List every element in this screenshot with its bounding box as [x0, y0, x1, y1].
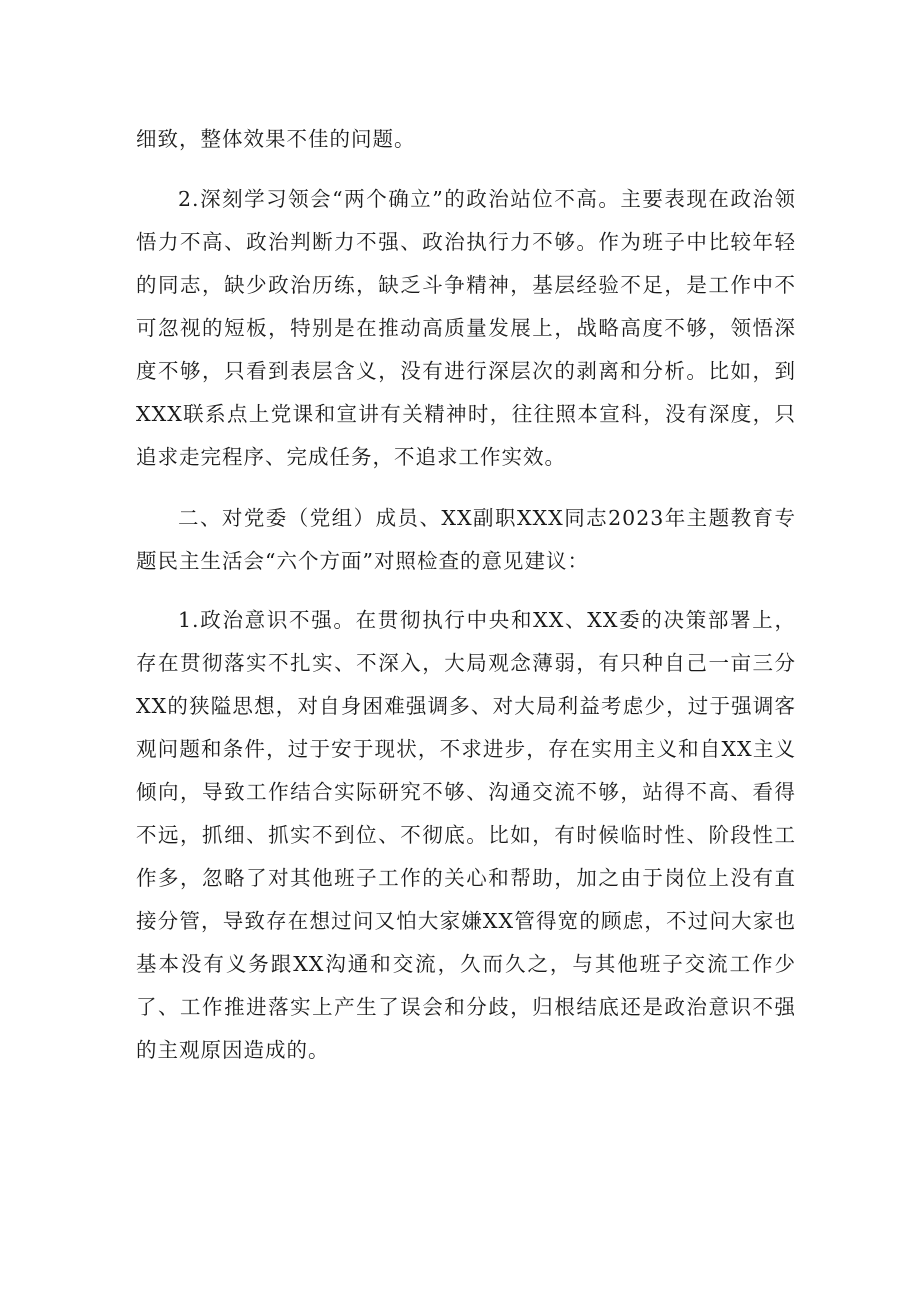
document-body — [136, 118, 796, 1072]
paragraph-item-2: 2.深刻学习领会“两个确立”的政治站位不高。主要表现在政治领悟力不高、政治判断力不强、政治执行力不够。作为班子中比较年轻的同志，缺少政治历练，缺乏斗争精神，基层经验不足，是工作中不可忽视的短板，特别是在推动高质量发展上，战略高度不够，领悟深度不够，只看到表层含义，没有进行深层次的剥离和分析。比如，到XXX联系点上党课和宣讲有关精神时，往往照本宣科，没有深度，只追求走完程序、完成任务，不追求工作实效。 — [136, 187, 796, 469]
section-heading-2: 二、对党委（党组）成员、XX副职XXX同志2023年主题教育专题民主生活会“六个方面”对照检查的意见建议： — [136, 506, 796, 573]
paragraph-continuation: 细致，整体效果不佳的问题。 — [136, 127, 416, 151]
paragraph-item-1: 1.政治意识不强。在贯彻执行中央和XX、XX委的决策部署上，存在贯彻落实不扎实、不深入，大局观念薄弱，有只种自己一亩三分XX的狭隘思想，对自身困难强调多、对大局利益考虑少，过于强调客观问题和条件，过于安于现状，不求进步，存在实用主义和自XX主义倾向，导致工作结合实际研究不够、沟通交流不够，站得不高、看得不远，抓细、抓实不到位、不彻底。比如，有时候临时性、阶段性工作多，忽略了对其他班子工作的关心和帮助，加之由于岗位上没有直接分管，导致存在想过问又怕大家嫌XX管得宽的顾虑，不过问大家也基本没有义务跟XX沟通和交流，久而久之，与其他班子交流工作少了、工作推进落实上产生了误会和分歧，归根结底还是政治意识不强的主观原因造成的。 — [136, 608, 796, 1062]
